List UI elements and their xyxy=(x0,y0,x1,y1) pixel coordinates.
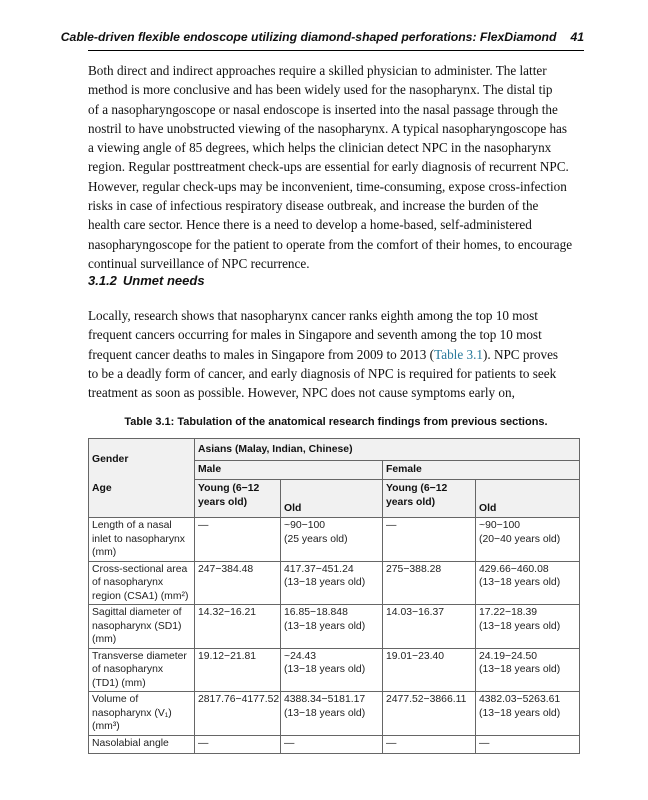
paragraph-line: nasopharyngoscope for the patient to operate from the comfort of their homes, to encourage xyxy=(88,236,573,252)
value-range: 24.19−24.50 xyxy=(479,650,538,662)
table-caption: Table 3.1: Tabulation of the anatomical research findings from previous sections. xyxy=(124,416,548,428)
value-cell: 275−388.28 xyxy=(383,561,476,605)
parameter-cell: Length of a nasal inlet to nasopharynx (mm) xyxy=(89,518,195,562)
paragraph-line xyxy=(88,345,584,364)
female-old-header: Old xyxy=(476,480,580,518)
paragraph-line: Both direct and indirect approaches require a skilled physician to administer. The latter xyxy=(88,63,547,78)
running-head-title: Cable-driven flexible endoscope utilizing diamond-shaped perforations: FlexDiamond xyxy=(60,30,557,44)
table-row xyxy=(89,518,580,562)
paragraph-line: frequent cancers occurring for males in Singapore and seventh among the top 10 most xyxy=(88,327,542,343)
paragraph-line: Locally, research shows that nasopharynx cancer ranks eighth among the top 10 most xyxy=(88,308,538,323)
table-row xyxy=(89,692,580,736)
value-cell: 14.03−16.37 xyxy=(383,605,476,649)
age-note: (13−18 years old) xyxy=(284,620,366,632)
male-old-header: Old xyxy=(281,480,383,518)
age-note: (25 years old) xyxy=(284,533,348,545)
table-reference-link[interactable]: Table 3.1 xyxy=(434,346,483,362)
parameter-cell: Transverse diameter of nasopharynx (TD1) (mm) xyxy=(89,648,195,692)
page-number: 41 xyxy=(570,30,584,44)
table-row xyxy=(89,605,580,649)
section-number: 3.1.2 xyxy=(88,273,117,288)
value-cell: 2477.52−3866.11 xyxy=(383,692,476,736)
female-young-header: Young (6−12 years old) xyxy=(383,480,476,518)
anatomical-findings-table xyxy=(88,438,580,754)
paragraph-line: a viewing angle of 85 degrees, which helps the clinician detect NPC in the nasopharynx xyxy=(88,140,552,156)
value-range: ~90−100 xyxy=(479,520,521,531)
age-note: (13−18 years old) xyxy=(284,664,366,675)
value-cell xyxy=(281,735,383,754)
value-range: ~24.43 xyxy=(284,650,317,662)
value-cell: — xyxy=(383,735,476,754)
value-range: 17.22−18.39 xyxy=(479,607,538,618)
value-cell: — xyxy=(195,518,281,562)
value-cell xyxy=(281,692,383,736)
table-row xyxy=(89,735,580,754)
parameter-cell: Cross-sectional area of nasopharynx region (CSA1) (mm²) xyxy=(89,561,195,605)
table-header-row xyxy=(89,480,580,518)
age-note: (13−18 years old) xyxy=(479,664,561,675)
paragraph-text: ). NPC proves xyxy=(482,346,559,362)
value-range: 4382.03−5263.61 xyxy=(479,694,561,705)
value-range: ~90−100 xyxy=(284,520,326,531)
value-cell: — xyxy=(195,735,281,754)
paragraph-line: method is more conclusive and has been widely used for the nasopharynx. The distal tip xyxy=(88,82,553,98)
value-cell xyxy=(476,605,580,649)
paragraph-line: region. Regular posttreatment check-ups are essential for early diagnosis of recurrent NPC. xyxy=(88,159,569,175)
value-cell xyxy=(281,561,383,605)
paragraph-text: frequent cancer deaths to males in Singapore from 2009 to 2013 ( xyxy=(88,346,435,362)
table-header-row xyxy=(89,439,580,461)
header-rule xyxy=(88,50,584,51)
value-cell: — xyxy=(383,518,476,562)
paragraph-line: treatment as soon as possible. However, NPC does not cause symptoms early on, xyxy=(88,385,515,401)
table-row xyxy=(89,561,580,605)
value-cell: 14.32−16.21 xyxy=(195,605,281,649)
value-cell xyxy=(476,648,580,692)
parameter-cell: Nasolabial angle xyxy=(89,735,195,754)
value-cell xyxy=(476,735,580,754)
value-cell xyxy=(281,518,383,562)
value-cell: 247−384.48 xyxy=(195,561,281,605)
age-note: (13−18 years old) xyxy=(479,577,561,588)
age-note: (20−40 years old) xyxy=(479,533,561,545)
section-title: Unmet needs xyxy=(122,273,205,288)
value-range: 429.66−460.08 xyxy=(479,563,549,575)
paragraph-line: risks in case of infectious respiratory disease outbreak, and increase the burden of the xyxy=(88,198,539,214)
age-note: (13−18 years old) xyxy=(284,707,366,719)
female-header: Female xyxy=(383,461,580,480)
running-head xyxy=(60,30,584,44)
value-cell xyxy=(476,518,580,562)
value-cell xyxy=(281,648,383,692)
age-note: (13−18 years old) xyxy=(284,577,366,588)
paragraph-line: nostril to have unobstructed viewing of the nasopharynx. A typical nasopharyngoscope has xyxy=(88,120,568,136)
value-cell xyxy=(476,561,580,605)
parameter-cell: Sagittal diameter of nasopharynx (SD1) (mm) xyxy=(89,605,195,649)
value-cell: 19.01−23.40 xyxy=(383,648,476,692)
value-cell: 2817.76−4177.52 xyxy=(195,692,281,736)
value-cell: 19.12−21.81 xyxy=(195,648,281,692)
age-note: (13−18 years old) xyxy=(479,620,561,632)
paragraph-unmet-needs xyxy=(88,306,584,402)
value-range: 16.85−18.848 xyxy=(284,607,348,618)
section-heading xyxy=(88,273,205,288)
paragraph-line: continual surveillance of NPC recurrence. xyxy=(88,255,310,271)
male-header: Male xyxy=(195,461,383,480)
table-row xyxy=(89,648,580,692)
paragraph-line: to be a deadly form of cancer, and early diagnosis of NPC is required for patients to seek xyxy=(88,365,557,381)
age-header: Age xyxy=(89,480,195,518)
male-young-header: Young (6−12 years old) xyxy=(195,480,281,518)
parameter-cell: Volume of nasopharynx (V₁) (mm³) xyxy=(89,692,195,736)
value-cell xyxy=(281,605,383,649)
paragraph-line: health care sector. Hence there is a need to develop a home-based, self-administered xyxy=(88,217,532,233)
paragraph-line: However, regular check-ups may be inconvenient, time-consuming, expose cross-infection xyxy=(88,178,567,194)
paragraph-line: of a nasopharyngoscope or nasal endoscope is inserted into the nasal passage through the xyxy=(88,101,558,117)
paragraph-approaches xyxy=(88,61,584,273)
value-range: 4388.34−5181.17 xyxy=(284,694,366,705)
gender-header: Gender xyxy=(89,439,195,480)
value-range: — xyxy=(284,737,295,749)
value-range: 417.37−451.24 xyxy=(284,563,354,575)
population-header: Asians (Malay, Indian, Chinese) xyxy=(195,439,580,461)
age-note: (13−18 years old) xyxy=(479,707,561,719)
value-cell xyxy=(476,692,580,736)
value-range: — xyxy=(479,737,490,749)
